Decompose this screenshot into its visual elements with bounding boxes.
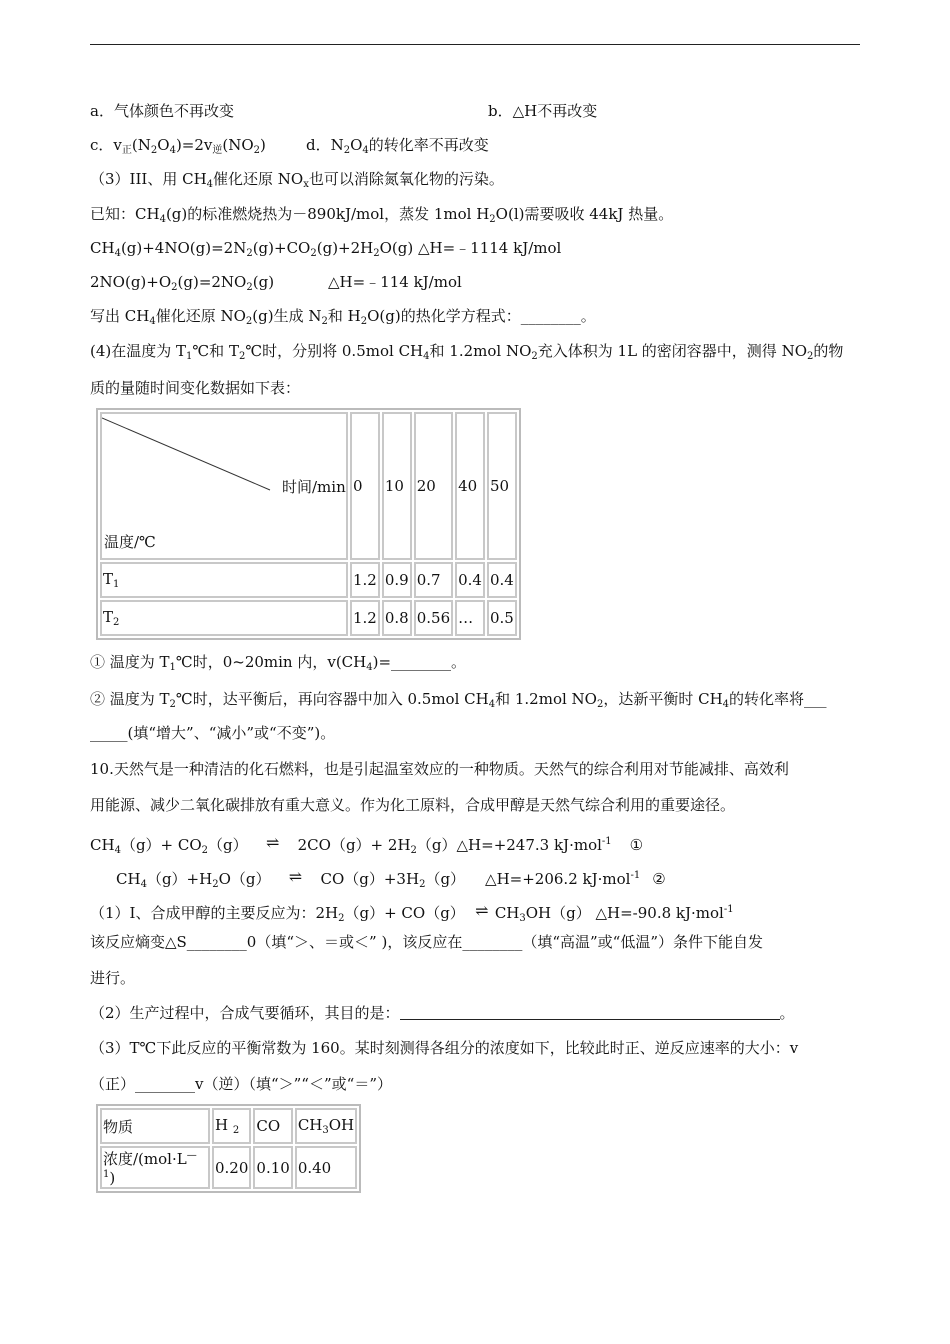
header-substance: 物质 xyxy=(100,1108,210,1144)
cell-value: 0.9 xyxy=(382,562,412,598)
q10-intro-2: 用能源、减少二氧化碳排放有重大意义。作为化工原料，合成甲醇是天然气综合利用的重要途径。 xyxy=(90,796,736,814)
equilibrium-arrow-icon: ⇌ xyxy=(265,833,280,852)
temp-label: 温度/℃ xyxy=(104,533,156,551)
reaction-2: $CH_4(g)+H_2O(g)$ ⇌ $CO(g)+3H_2(g)$ △H=+206.2 kJ·mol$^{-1}$ ② xyxy=(116,867,666,890)
write-equation-prompt: 写出 $CH_4$催化还原 $NO_2(g)$生成 $N_2$和 $H_2O(g)$的热化学方程式：________。 xyxy=(90,307,596,327)
diagonal-header-cell xyxy=(100,412,348,560)
cell-value: 0.10 xyxy=(253,1146,292,1189)
cell-value: 0.40 xyxy=(295,1146,357,1189)
sub3-line1: （3）T℃下此反应的平衡常数为 160。某时刻测得各组分的浓度如下，比较此时正、逆反应速率的大小：v xyxy=(90,1039,799,1057)
time-label: 时间/min xyxy=(282,478,346,496)
cell-value: 0.8 xyxy=(382,600,412,636)
cell-value: 0.4 xyxy=(455,562,485,598)
q10-intro-1: 10.天然气是一种清洁的化石燃料，也是引起温室效应的一种物质。天然气的综合利用对节能减排、高效利 xyxy=(90,760,789,778)
time-header: 50 xyxy=(487,412,517,560)
subq-2-line2: _____(填“增大”、“减小”或“不变”)。 xyxy=(90,724,336,742)
sub1-line2: 该反应熵变△S________0（填“＞、＝或＜” )，该反应在________（填“高温”或“低温”）条件下能自发 xyxy=(90,933,763,951)
header-h2: H $_2$ xyxy=(212,1108,251,1144)
option-c: c．$v_正(N_2O_4)=2v_逆(NO_2)$ xyxy=(90,136,266,156)
concentration-table xyxy=(96,1104,361,1193)
cell-value: 0.56 xyxy=(414,600,453,636)
option-d: d．$N_2O_4$的转化率不再改变 xyxy=(306,136,489,156)
sub2-line: （2）生产过程中，合成气要循环，其目的是： 。 xyxy=(90,1004,795,1022)
time-header: 0 xyxy=(350,412,380,560)
header-rule xyxy=(90,44,860,45)
no2-time-table xyxy=(96,408,521,640)
time-header: 10 xyxy=(382,412,412,560)
cell-value: … xyxy=(455,600,485,636)
cell-value: 0.7 xyxy=(414,562,453,598)
cell-value: 0.4 xyxy=(487,562,517,598)
known-line: 已知：$CH_4(g)$的标准燃烧热为－890kJ/mol，蒸发 1mol $H_2O(l)$需要吸收 44kJ 热量。 xyxy=(90,205,674,225)
time-header: 40 xyxy=(455,412,485,560)
cell-value: 1.2 xyxy=(350,562,380,598)
subq-2-line1: ② 温度为 $T_2℃$时，达平衡后，再向容器中加入 0.5mol $CH_4$和 1.2mol $NO_2$，达新平衡时 $CH_4$的转化率将___ xyxy=(90,690,827,710)
sub3-line2: （正）________v（逆）（填“＞”“＜”或“＝”） xyxy=(90,1075,392,1093)
equation-2-dh: △H=﹣114 kJ/mol xyxy=(328,273,462,291)
subq-1: ① 温度为 $T_1℃$时，0~20min 内，$v(CH_4)=\_\_\_\_\_\_\_\_$。 xyxy=(90,653,467,673)
cell-value: 1.2 xyxy=(350,600,380,636)
row-label-t2: $T_2$ xyxy=(100,600,348,636)
option-b: b．△H不再改变 xyxy=(488,102,598,120)
row-label-concentration: 浓度$/(mol\cdot L^{—1})$ xyxy=(100,1146,210,1189)
time-header: 20 xyxy=(414,412,453,560)
part3-heading: （3）III、用 $CH_4$催化还原 $NO_x$也可以消除氮氧化物的污染。 xyxy=(90,170,504,190)
cell-value: 0.5 xyxy=(487,600,517,636)
equilibrium-arrow-icon: ⇌ xyxy=(288,867,303,886)
cell-value: 0.20 xyxy=(212,1146,251,1189)
part4-line1: (4)在温度为 $T_1℃$和 $T_2℃$时，分别将 0.5mol $CH_4$和 1.2mol $NO_2$充入体积为 1L 的密闭容器中，测得 $NO_2$的物 xyxy=(90,342,844,362)
header-co: CO xyxy=(253,1108,292,1144)
equation-2: $2NO(g)+O_2(g)=2NO_2(g)$ xyxy=(90,273,275,293)
equilibrium-arrow-icon: ⇌ xyxy=(475,901,489,920)
option-a: a．气体颜色不再改变 xyxy=(90,102,234,120)
sub1-line3: 进行。 xyxy=(90,969,136,987)
reaction-1: $CH_4(g)+ CO_2(g)$ ⇌ $2CO(g)+ 2H_2(g)\triangle H=+247.3$ kJ·mol$^{-1}$ ① xyxy=(90,833,644,856)
sub1-line1: （1）Ⅰ、合成甲醇的主要反应为：$2H_2(g)+ CO(g)$ ⇌ $CH_3OH(g)$ △H=-90.8 kJ·mol$^{-1}$ xyxy=(90,901,734,924)
header-ch3oh: $CH_3OH$ xyxy=(295,1108,357,1144)
part4-line2: 质的量随时间变化数据如下表： xyxy=(90,379,301,397)
answer-blank[interactable] xyxy=(400,1005,780,1020)
equation-1: $CH_4(g)+4NO(g)=2N_2(g)+CO_2(g)+2H_2O(g)$ △H=﹣1114 kJ/mol xyxy=(90,239,562,259)
row-label-t1: $T_1$ xyxy=(100,562,348,598)
